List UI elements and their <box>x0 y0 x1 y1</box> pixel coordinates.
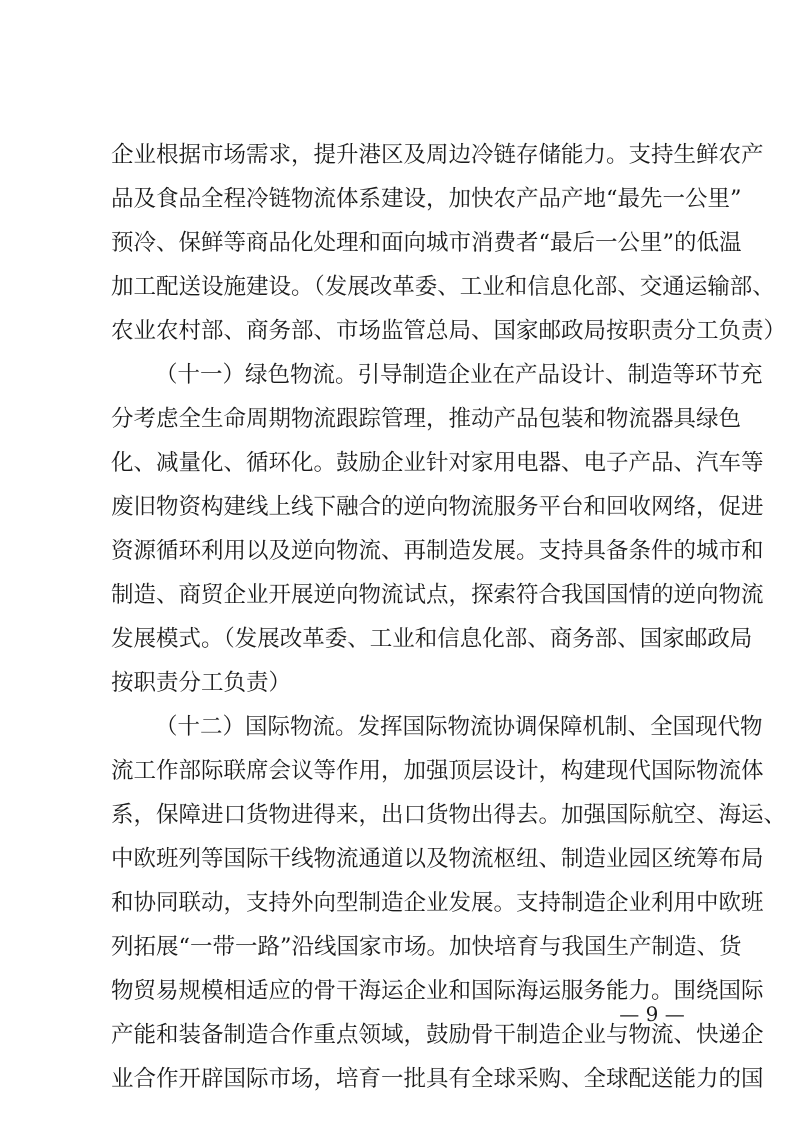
text-line: 分考虑全生命周期物流跟踪管理，推动产品包装和物流器具绿色 <box>111 406 742 432</box>
text-line: 预冷、保鲜等商品化处理和面向城市消费者“最后一公里”的低温 <box>111 230 742 256</box>
text-line: 制造、商贸企业开展逆向物流试点，探索符合我国国情的逆向物流 <box>111 582 764 608</box>
text-line: 产能和装备制造合作重点领域，鼓励骨干制造企业与物流、快递企 <box>111 1022 764 1048</box>
text-line: 加工配送设施建设。（发展改革委、工业和信息化部、交通运输部、 <box>111 274 775 300</box>
text-line: 企业根据市场需求，提升港区及周边冷链存储能力。支持生鲜农产 <box>111 142 764 168</box>
section-heading-line: （十一）绿色物流。引导制造企业在产品设计、制造等环节充 <box>155 362 763 388</box>
text-line: 列拓展“一带一路”沿线国家市场。加快培育与我国生产制造、货 <box>111 934 742 960</box>
text-line: 资源循环利用以及逆向物流、再制造发展。支持具备条件的城市和 <box>111 538 764 564</box>
text-line: 按职责分工负责） <box>111 670 292 696</box>
text-line: 物贸易规模相适应的骨干海运企业和国际海运服务能力。围绕国际 <box>111 978 764 1004</box>
page-number: — 9 — <box>619 1002 685 1026</box>
section-heading-line: （十二）国际物流。发挥国际物流协调保障机制、全国现代物 <box>155 714 763 740</box>
text-line: 中欧班列等国际干线物流通道以及物流枢纽、制造业园区统筹布局 <box>111 846 764 872</box>
text-line: 农业农村部、商务部、市场监管总局、国家邮政局按职责分工负责） <box>111 318 787 344</box>
text-line: 化、减量化、循环化。鼓励企业针对家用电器、电子产品、汽车等 <box>111 450 764 476</box>
text-line: 系，保障进口货物进得来，出口货物出得去。加强国际航空、海运、 <box>111 802 787 828</box>
text-line: 品及食品全程冷链物流体系建设，加快农产品产地“最先一公里” <box>111 186 742 212</box>
text-line: 和协同联动，支持外向型制造企业发展。支持制造企业利用中欧班 <box>111 890 764 916</box>
text-line: 发展模式。（发展改革委、工业和信息化部、商务部、国家邮政局 <box>111 626 753 652</box>
text-line: 流工作部际联席会议等作用，加强顶层设计，构建现代国际物流体 <box>111 758 764 784</box>
text-line: 废旧物资构建线上线下融合的逆向物流服务平台和回收网络，促进 <box>111 494 764 520</box>
text-line: 业合作开辟国际市场，培育一批具有全球采购、全球配送能力的国 <box>111 1066 764 1092</box>
